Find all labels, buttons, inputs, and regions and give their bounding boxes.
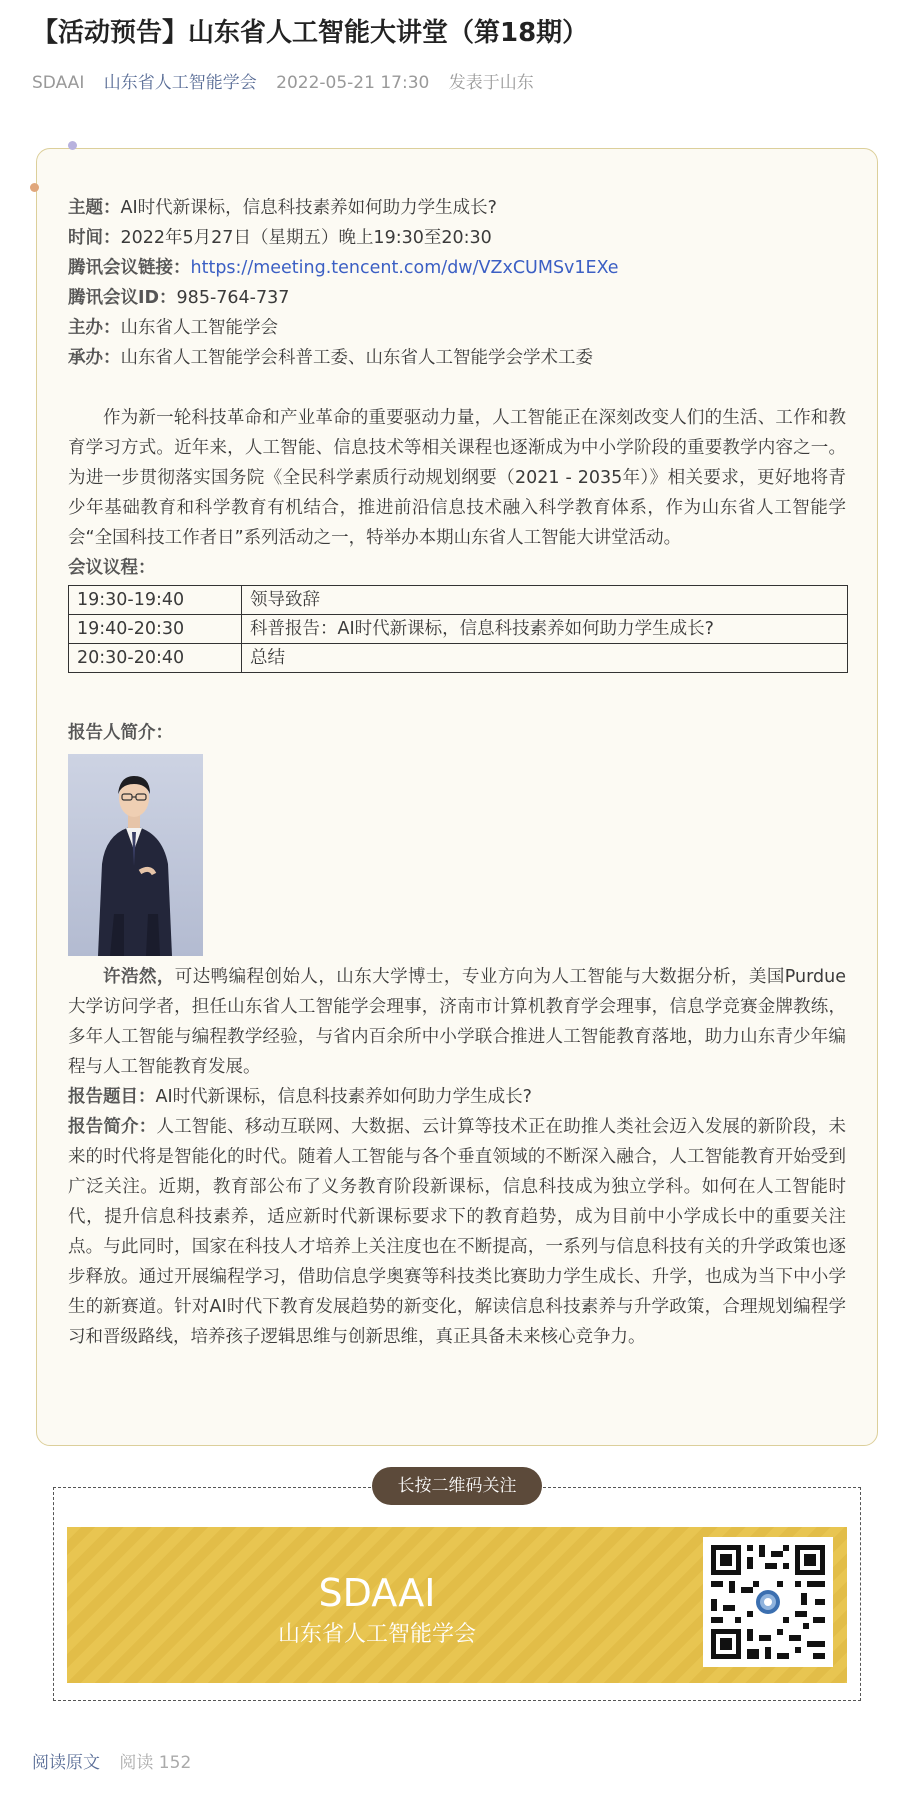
info-host [68, 313, 846, 343]
host-label: 主办： [68, 318, 121, 338]
article-title: 【活动预告】山东省人工智能大讲堂（第18期） [32, 18, 589, 48]
meta-location: 发表于山东 [448, 73, 534, 93]
agenda-time: 19:40-20:30 [69, 615, 242, 644]
report-abstract-label: 报告简介： [68, 1117, 157, 1137]
table-row [69, 644, 848, 673]
agenda-time: 20:30-20:40 [69, 644, 242, 673]
banner-subtitle: 山东省人工智能学会 [277, 1622, 476, 1647]
organizer-label: 承办： [68, 348, 121, 368]
host-value: 山东省人工智能学会 [120, 318, 278, 338]
agenda-item: 领导致辞 [242, 586, 848, 615]
speaker-photo[interactable] [68, 754, 203, 956]
speaker-bio-text: 可达鸭编程创始人，山东大学博士，专业方向为人工智能与大数据分析，美国Purdue大学访问学者，担任山东省人工智能学会理事，济南市计算机教育学会理事，信息学竞赛金牌教练，多年人工智能与编程教学经验，与省内百余所中小学联合推进人工智能教育落地，助力山东青少年编程与人工智能教育发展。 [68, 967, 846, 1077]
read-original-link[interactable]: 阅读原文 [32, 1753, 100, 1773]
meta-source: SDAAI [32, 73, 85, 93]
info-topic [68, 193, 846, 223]
speaker-label: 报告人简介： [68, 723, 173, 743]
agenda-item: 总结 [242, 644, 848, 673]
agenda-label: 会议议程： [68, 558, 156, 578]
qr-code[interactable] [703, 1537, 833, 1667]
info-organizer [68, 343, 846, 373]
agenda-time: 19:30-19:40 [69, 586, 242, 615]
report-title [68, 1082, 846, 1112]
table-row [69, 615, 848, 644]
table-row [69, 586, 848, 615]
link-label: 腾讯会议链接： [68, 258, 191, 278]
meeting-id-label: 腾讯会议ID： [68, 288, 177, 308]
follow-banner [67, 1527, 847, 1683]
info-meeting-id [68, 283, 846, 313]
meta-account-link[interactable]: 山东省人工智能学会 [103, 73, 257, 93]
speaker-name: 许浩然， [103, 967, 175, 987]
meta-datetime: 2022-05-21 17:30 [276, 73, 430, 93]
meeting-id-value: 985-764-737 [176, 288, 290, 308]
time-value: 2022年5月27日（星期五）晚上19:30至20:30 [120, 228, 492, 248]
decor-dot [68, 141, 77, 150]
info-time [68, 223, 846, 253]
article-body [68, 193, 846, 1352]
read-count: 阅读 152 [119, 1753, 192, 1773]
decor-dot [30, 183, 39, 192]
report-title-value: AI时代新课标，信息科技素养如何助力学生成长? [155, 1087, 532, 1107]
article-meta [32, 68, 548, 93]
organizer-value: 山东省人工智能学会科普工委、山东省人工智能学会学术工委 [120, 348, 593, 368]
meeting-link[interactable]: https://meeting.tencent.com/dw/VZxCUMSv1EXe [190, 258, 619, 278]
intro-paragraph: 作为新一轮科技革命和产业革命的重要驱动力量，人工智能正在深刻改变人们的生活、工作和教育学习方式。近年来，人工智能、信息技术等相关课程也逐渐成为中小学阶段的重要教学内容之一。为进一步贯彻落实国务院《全民科学素质行动规划纲要（2021 - 2035年）》相关要求，更好地将青少年基础教育和科学教育有机结合，推进前沿信息技术融入科学教育体系，作为山东省人工智能学会“全国科技工作者日”系列活动之一，特举办本期山东省人工智能大讲堂活动。 [68, 408, 846, 548]
report-title-label: 报告题目： [68, 1087, 156, 1107]
topic-label: 主题： [68, 198, 121, 218]
follow-qr-button[interactable]: 长按二维码关注 [372, 1467, 542, 1505]
time-label: 时间： [68, 228, 121, 248]
agenda-item: 科普报告：AI时代新课标，信息科技素养如何助力学生成长? [242, 615, 848, 644]
speaker-portrait-image [68, 754, 203, 956]
topic-value: AI时代新课标，信息科技素养如何助力学生成长? [120, 198, 497, 218]
qr-code-icon [703, 1537, 833, 1667]
article-footer [32, 1748, 191, 1773]
report-abstract-text: 人工智能、移动互联网、大数据、云计算等技术正在助推人类社会迈入发展的新阶段，未来的时代将是智能化的时代。随着人工智能与各个垂直领域的不断深入融合，人工智能教育开始受到广泛关注。近期，教育部公布了义务教育阶段新课标，信息科技成为独立学科。如何在人工智能时代，提升信息科技素养，适应新时代新课标要求下的教育趋势，成为目前中小学成长中的重要关注点。与此同时，国家在科技人才培养上关注度也在不断提高，一系列与信息科技有关的升学政策也逐步释放。通过开展编程学习，借助信息学奥赛等科技类比赛助力学生成长、升学，也成为当下中小学生的新赛道。针对AI时代下教育发展趋势的新变化，解读信息科技素养与升学政策，合理规划编程学习和晋级路线，培养孩子逻辑思维与创新思维，真正具备未来核心竞争力。 [68, 1117, 847, 1347]
report-abstract [68, 1112, 846, 1352]
info-link [68, 253, 846, 283]
speaker-bio [68, 962, 846, 1082]
agenda-table [68, 585, 848, 673]
banner-title: SDAAI [318, 1571, 436, 1615]
